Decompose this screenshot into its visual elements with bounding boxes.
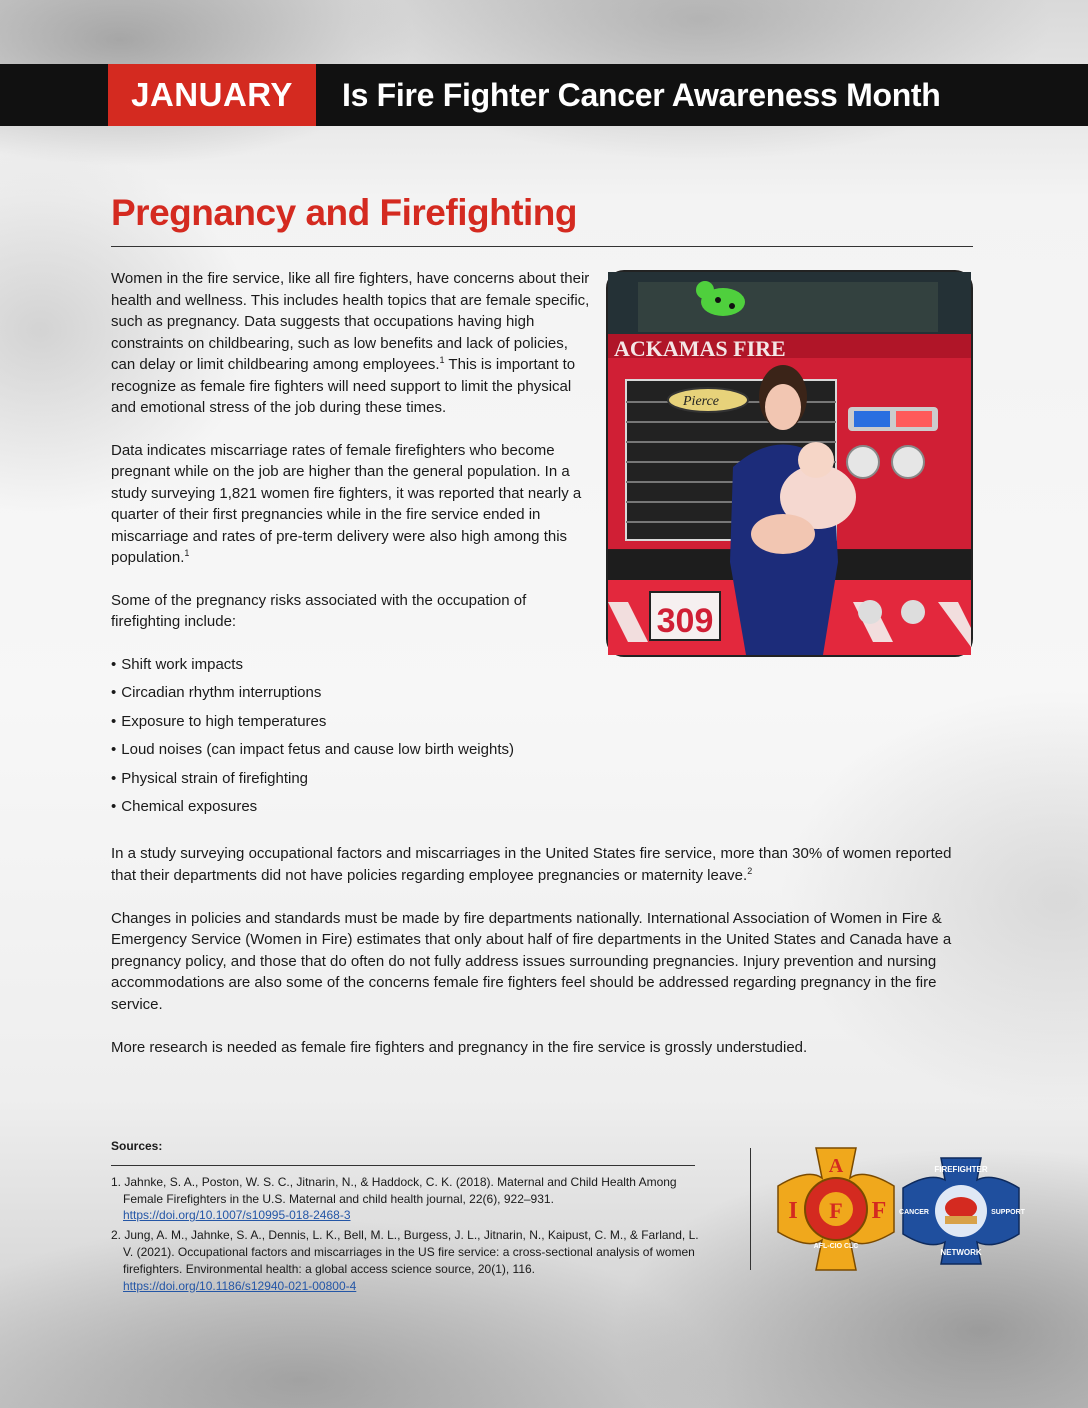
- body-section: [111, 843, 977, 1080]
- list-item: • Circadian rhythm interruptions: [111, 682, 596, 703]
- svg-text:CANCER: CANCER: [899, 1209, 929, 1216]
- footnote-ref: 1: [184, 548, 190, 558]
- truck-brand-text: Pierce: [683, 394, 720, 409]
- list-item: • Physical strain of firefighting: [111, 768, 596, 789]
- list-item: • Chemical exposures: [111, 796, 596, 817]
- svg-text:I: I: [788, 1198, 798, 1224]
- body-paragraph-1: In a study surveying occupational factors and miscarriages in the United States fire service, more than 30% of women reported that their departments did not have policies regarding employee pregnancies or maternity leave.$^2$: [111, 845, 952, 884]
- svg-text:FIREFIGHTER: FIREFIGHTER: [934, 1165, 988, 1174]
- intro-paragraph-1: Women in the fire service, like all fire fighters, have concerns about their health and wellness. This includes health topics that are female specific, such as pregnancy. Data suggests that occupations having high constraints on childbearing, such as low benefits and lack of policies, can delay or limit childbearing among employees.$^1$ This is important to recognize as female fire fighters will need support to limit the physical and emotional stress of the job during these times.: [111, 270, 590, 416]
- fcsn-logo: [899, 1158, 1025, 1264]
- sources-title: Sources:: [111, 1139, 163, 1153]
- source-item: 2. Jung, A. M., Jahnke, S. A., Dennis, L. K., Bell, M. L., Burgess, J. L., Jitnarin, N., Kaipust, C. M., & Farland, L. V. (2021). Occupational factors and miscarriages in the US fire service: a cross-sectional analysis of women firefighters. Environmental health: a global access science source, 20(1), 116. https://doi.org/10.1186/s12940-021-00800-4: [111, 1227, 711, 1294]
- svg-text:SUPPORT: SUPPORT: [991, 1209, 1025, 1216]
- unit-number: 309: [656, 602, 714, 640]
- page-title: Pregnancy and Firefighting: [111, 192, 577, 233]
- sources-section: [111, 1138, 711, 1297]
- footnote-ref: 1: [439, 355, 445, 365]
- source-link[interactable]: https://doi.org/10.1007/s10995-018-2468-3: [123, 1208, 351, 1223]
- banner-title: Is Fire Fighter Cancer Awareness Month: [342, 76, 941, 113]
- svg-text:F: F: [829, 1198, 843, 1223]
- intro-section: [111, 268, 596, 825]
- truck-sign-text: ACKAMAS FIRE: [614, 336, 786, 361]
- svg-text:F: F: [871, 1198, 887, 1224]
- intro-paragraph-2: Data indicates miscarriage rates of female firefighters who become pregnant while on the job are higher than the general population. In a study surveying 1,821 women fire fighters, it was reported that nearly a quarter of their first pregnancies while in the fire service ended in miscarriage and rates of pre-term delivery were also high among this population.$^1$: [111, 441, 582, 566]
- risk-list: [111, 654, 596, 818]
- source-link[interactable]: https://doi.org/10.1186/s12940-021-00800-4: [123, 1278, 357, 1293]
- title-divider: [111, 246, 973, 247]
- list-item: • Loud noises (can impact fetus and cause low birth weights): [111, 739, 596, 760]
- svg-text:AFL-CIO CLC: AFL-CIO CLC: [813, 1243, 859, 1250]
- svg-text:A: A: [828, 1155, 844, 1177]
- body-paragraph-3: More research is needed as female fire fighters and pregnancy in the fire service is grossly understudied.: [111, 1038, 808, 1056]
- iaff-logo: [778, 1148, 894, 1270]
- banner-month: JANUARY: [108, 64, 316, 126]
- intro-paragraph-3: Some of the pregnancy risks associated with the occupation of firefighting include:: [111, 591, 527, 630]
- list-item: • Shift work impacts: [111, 654, 596, 675]
- svg-text:NETWORK: NETWORK: [940, 1248, 982, 1257]
- list-item: • Exposure to high temperatures: [111, 711, 596, 732]
- firefighter-photo: [606, 270, 973, 657]
- sources-divider: [111, 1165, 695, 1166]
- header-banner: [0, 64, 1088, 126]
- footnote-ref: 2: [747, 865, 753, 876]
- logo-divider: [750, 1148, 751, 1270]
- source-item: 1. Jahnke, S. A., Poston, W. S. C., Jitnarin, N., & Haddock, C. K. (2018). Maternal and Child Health Among Female Firefighters in the U.S. Maternal and child health journal, 22(6), 922–931. https://doi.org/10.1007/s10995-018-2468-3: [111, 1174, 711, 1224]
- body-paragraph-2: Changes in policies and standards must be made by fire departments nationally. International Association of Women in Fire & Emergency Service (Women in Fire) estimates that only about half of fire departments in the United States and Canada have a pregnancy policy, and those that do often do not fully address issues surrounding pregnancies. Injury prevention and nursing accommodations are also some of the concerns female fire fighters feel should be addressed regarding pregnancy in the fire service.: [111, 909, 952, 1013]
